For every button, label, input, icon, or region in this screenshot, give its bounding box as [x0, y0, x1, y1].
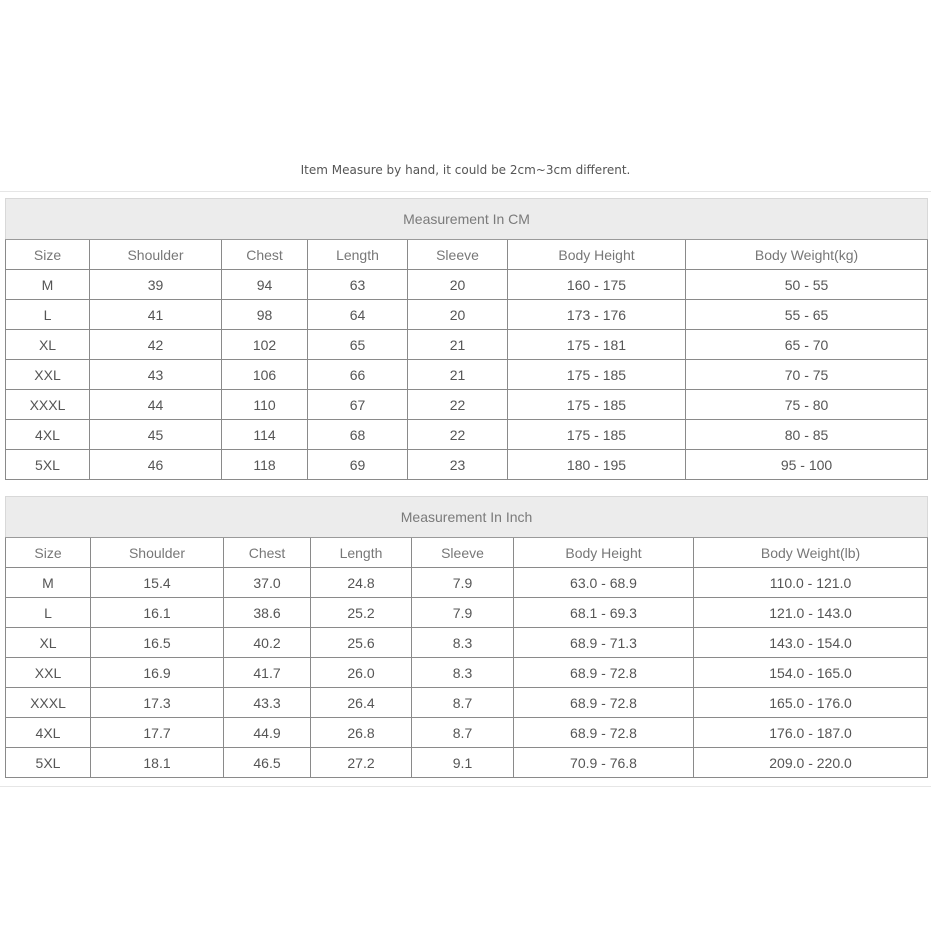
table-cell: 68.9 - 72.8	[514, 658, 694, 688]
column-header: Shoulder	[91, 538, 224, 568]
table-cell: 42	[90, 330, 222, 360]
table-cell: 37.0	[224, 568, 311, 598]
table-cell: 173 - 176	[508, 300, 686, 330]
table-row	[6, 330, 928, 360]
table-cell: 15.4	[91, 568, 224, 598]
table-cell: 43	[90, 360, 222, 390]
column-header: Body Height	[508, 240, 686, 270]
table-row	[6, 420, 928, 450]
table-cell: 41	[90, 300, 222, 330]
column-header: Body Weight(lb)	[694, 538, 928, 568]
table-cell: 68.1 - 69.3	[514, 598, 694, 628]
table-cell: 114	[222, 420, 308, 450]
top-divider	[0, 191, 931, 192]
table-row	[6, 390, 928, 420]
table-row	[6, 658, 928, 688]
header-row	[6, 240, 928, 270]
table-cell: 63	[308, 270, 408, 300]
table-cell: 55 - 65	[686, 300, 928, 330]
bottom-divider	[0, 786, 931, 787]
table-cell: 38.6	[224, 598, 311, 628]
table-cell: 50 - 55	[686, 270, 928, 300]
table-cell: 110	[222, 390, 308, 420]
table-cell: 64	[308, 300, 408, 330]
table-cell: 160 - 175	[508, 270, 686, 300]
table-cell: 68.9 - 71.3	[514, 628, 694, 658]
table-row	[6, 300, 928, 330]
table-cell: 102	[222, 330, 308, 360]
table-row	[6, 688, 928, 718]
table-cell: 24.8	[311, 568, 412, 598]
table-cell: 175 - 185	[508, 420, 686, 450]
table-row	[6, 598, 928, 628]
column-header: Size	[6, 538, 91, 568]
table-cell: 20	[408, 300, 508, 330]
table-cell: 70.9 - 76.8	[514, 748, 694, 778]
column-header: Size	[6, 240, 90, 270]
table-cell: 75 - 80	[686, 390, 928, 420]
column-header: Length	[308, 240, 408, 270]
measurement-note: Item Measure by hand, it could be 2cm~3cm different.	[300, 163, 631, 177]
table-cell: 25.2	[311, 598, 412, 628]
table-cell: 106	[222, 360, 308, 390]
table-title: Measurement In CM	[6, 199, 928, 240]
table-title: Measurement In Inch	[6, 497, 928, 538]
table-cell: 118	[222, 450, 308, 480]
table-cell: 43.3	[224, 688, 311, 718]
table-row	[6, 718, 928, 748]
table-cell: 176.0 - 187.0	[694, 718, 928, 748]
table-cell: 98	[222, 300, 308, 330]
size-cell: M	[6, 568, 91, 598]
table-row	[6, 628, 928, 658]
column-header: Body Weight(kg)	[686, 240, 928, 270]
column-header: Length	[311, 538, 412, 568]
size-table-cm	[5, 198, 928, 480]
table-cell: 45	[90, 420, 222, 450]
table-cell: 67	[308, 390, 408, 420]
table-cell: 180 - 195	[508, 450, 686, 480]
table-cell: 8.3	[412, 628, 514, 658]
table-cell: 26.0	[311, 658, 412, 688]
table-row	[6, 270, 928, 300]
size-cell: XL	[6, 330, 90, 360]
size-cell: L	[6, 598, 91, 628]
table-cell: 16.5	[91, 628, 224, 658]
table-row	[6, 748, 928, 778]
table-cell: 65 - 70	[686, 330, 928, 360]
table-cell: 143.0 - 154.0	[694, 628, 928, 658]
size-cell: 5XL	[6, 450, 90, 480]
table-cell: 68.9 - 72.8	[514, 688, 694, 718]
table-cell: 121.0 - 143.0	[694, 598, 928, 628]
table-cell: 69	[308, 450, 408, 480]
size-cell: L	[6, 300, 90, 330]
table-cell: 17.7	[91, 718, 224, 748]
column-header: Chest	[222, 240, 308, 270]
table-cell: 165.0 - 176.0	[694, 688, 928, 718]
table-cell: 110.0 - 121.0	[694, 568, 928, 598]
table-cell: 23	[408, 450, 508, 480]
table-cell: 63.0 - 68.9	[514, 568, 694, 598]
table-row	[6, 360, 928, 390]
table-cell: 7.9	[412, 598, 514, 628]
table-cell: 154.0 - 165.0	[694, 658, 928, 688]
size-cell: XXL	[6, 360, 90, 390]
size-cell: XXL	[6, 658, 91, 688]
table-cell: 26.4	[311, 688, 412, 718]
size-cell: XXXL	[6, 688, 91, 718]
table-cell: 175 - 185	[508, 390, 686, 420]
table-cell: 26.8	[311, 718, 412, 748]
column-header: Body Height	[514, 538, 694, 568]
header-row	[6, 538, 928, 568]
table-cell: 27.2	[311, 748, 412, 778]
table-cell: 175 - 181	[508, 330, 686, 360]
table-cell: 16.1	[91, 598, 224, 628]
table-cell: 94	[222, 270, 308, 300]
table-cell: 41.7	[224, 658, 311, 688]
table-cell: 209.0 - 220.0	[694, 748, 928, 778]
size-cell: XXXL	[6, 390, 90, 420]
size-table-inch	[5, 496, 928, 778]
table-cell: 18.1	[91, 748, 224, 778]
table-cell: 95 - 100	[686, 450, 928, 480]
column-header: Sleeve	[412, 538, 514, 568]
table-cell: 21	[408, 330, 508, 360]
column-header: Chest	[224, 538, 311, 568]
table-cell: 65	[308, 330, 408, 360]
table-cell: 175 - 185	[508, 360, 686, 390]
size-cell: 4XL	[6, 420, 90, 450]
table-cell: 9.1	[412, 748, 514, 778]
table-cell: 22	[408, 420, 508, 450]
table-cell: 44	[90, 390, 222, 420]
table-cell: 17.3	[91, 688, 224, 718]
table-cell: 21	[408, 360, 508, 390]
table-cell: 68	[308, 420, 408, 450]
table-row	[6, 450, 928, 480]
table-cell: 46.5	[224, 748, 311, 778]
column-header: Sleeve	[408, 240, 508, 270]
table-cell: 44.9	[224, 718, 311, 748]
table-cell: 16.9	[91, 658, 224, 688]
size-cell: XL	[6, 628, 91, 658]
size-cell: 4XL	[6, 718, 91, 748]
table-cell: 8.7	[412, 718, 514, 748]
table-cell: 68.9 - 72.8	[514, 718, 694, 748]
table-cell: 39	[90, 270, 222, 300]
table-cell: 46	[90, 450, 222, 480]
table-cell: 8.3	[412, 658, 514, 688]
table-cell: 22	[408, 390, 508, 420]
size-cell: 5XL	[6, 748, 91, 778]
table-cell: 70 - 75	[686, 360, 928, 390]
table-cell: 66	[308, 360, 408, 390]
table-cell: 80 - 85	[686, 420, 928, 450]
table-cell: 7.9	[412, 568, 514, 598]
column-header: Shoulder	[90, 240, 222, 270]
table-row	[6, 568, 928, 598]
table-cell: 25.6	[311, 628, 412, 658]
size-cell: M	[6, 270, 90, 300]
table-cell: 8.7	[412, 688, 514, 718]
table-cell: 40.2	[224, 628, 311, 658]
table-cell: 20	[408, 270, 508, 300]
